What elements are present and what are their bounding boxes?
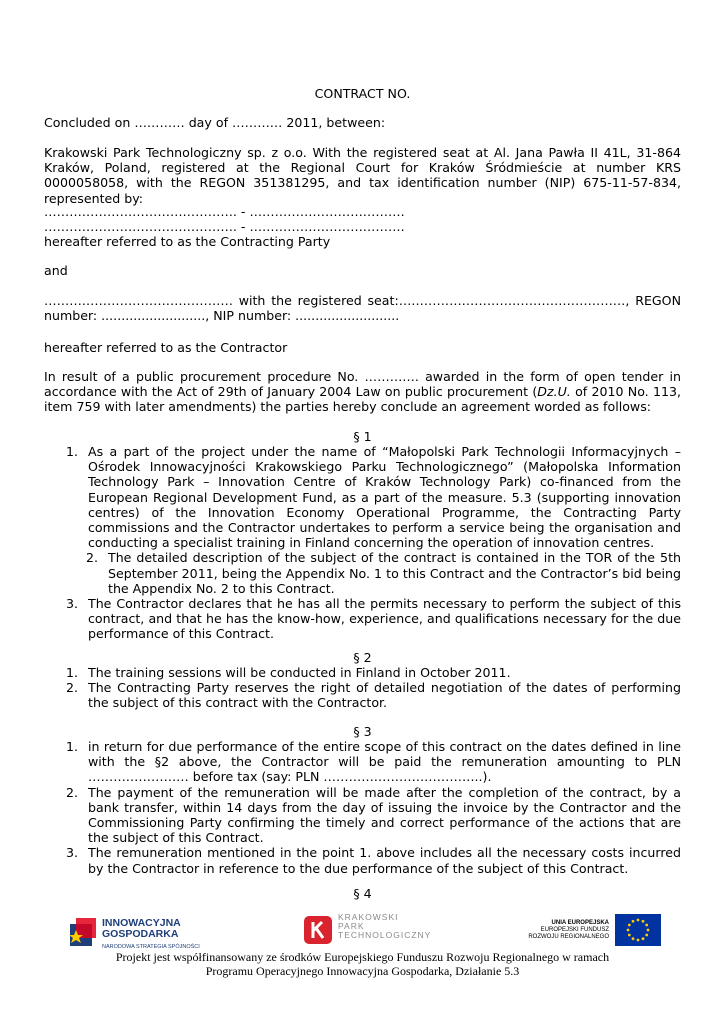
representative-line-2: ………………………………………. - ………………………………. [44, 219, 405, 234]
logo1-sub: NARODOWA STRATEGIA SPÓJNOŚCI [102, 944, 200, 950]
item-text: The remuneration mentioned in the point 1. above includes all the necessary costs incurred by the Contractor in reference to the due performance of the subject of this Contract. [88, 845, 681, 876]
section-2-heading: § 2 [353, 650, 372, 665]
item-number: 2. [66, 680, 79, 696]
logo2-line3: TECHNOLOGICZNY [338, 930, 432, 940]
logo3-line3: ROZWOJU REGIONALNEGO [528, 934, 609, 940]
footer-line-2: Programu Operacyjnego Innowacyjna Gospodarka, Działanie 5.3 [205, 964, 520, 978]
contractor-details: ……………………………………… with the registered seat:………………………………………………, REGON number: .........................., NIP number: .......................... [44, 293, 681, 324]
item-text: The payment of the remuneration will be made after the completion of the contract, by a bank transfer, within 14 days from the day of issuing the invoice by the Contractor and the Commissioning Party confirming the timely and correct performance of the actions that are the subject of this Contract. [88, 784, 681, 846]
intro-text-pre: In result of a public procurement procedure No. …………. awarded in the form of open tender in accordance with the Act of 29th of January 2004 Law on public procurement ( [44, 369, 681, 400]
item-number: 3. [66, 596, 79, 612]
representative-line-1: ………………………………………. - ………………………………. [44, 204, 405, 219]
list-item [44, 550, 681, 596]
item-number: 2. [86, 550, 99, 566]
footer-logos [0, 910, 725, 954]
list-item [44, 596, 681, 642]
footer-line-1: Projekt jest współfinansowany ze środków Europejskiego Funduszu Rozwoju Regionalnego w ramach [115, 950, 610, 964]
section-3-list [44, 739, 681, 876]
contract-title: CONTRACT NO. [314, 86, 411, 101]
item-text: The detailed description of the subject of the contract is contained in the TOR of the 5th September 2011, being the Appendix No. 1 to this Contract and the Contractor’s bid being the Appendix No. 2 to this Contract. [108, 550, 681, 596]
kpt-k-icon [304, 916, 332, 944]
section-1-list [44, 444, 681, 642]
logo1-name-1: INNOWACYJNA [102, 917, 181, 929]
item-text: in return for due performance of the entire scope of this contract on the dates defined in line with the §2 above, the Contractor will be paid the remuneration amounting to PLN …………………… before tax (say: PLN ………………………………..). [88, 739, 681, 785]
innowacyjna-gospodarka-logo [68, 914, 208, 952]
intro-paragraph [44, 369, 681, 415]
logo1-name-2: GOSPODARKA [102, 928, 179, 940]
item-number: 1. [66, 739, 79, 754]
and-text: and [44, 263, 68, 278]
item-text: The training sessions will be conducted in Finland in October 2011. [88, 665, 511, 680]
logo2-line1: KRAKOWSKI [338, 912, 399, 922]
item-number: 3. [66, 845, 79, 861]
section-2-list [44, 665, 681, 711]
contractor-referral: hereafter referred to as the Contractor [44, 340, 288, 355]
list-item [44, 665, 681, 680]
footer-text [0, 950, 725, 978]
item-number: 2. [66, 784, 79, 800]
krakowski-park-technologiczny-logo [304, 910, 444, 952]
section-3-heading: § 3 [353, 724, 372, 739]
section-1-heading: § 1 [353, 429, 372, 444]
star-flag-icon [68, 916, 98, 948]
item-text: The Contractor declares that he has all the permits necessary to perform the subject of this contract, and that he has the know-how, experience, and qualifications necessary for the due performance of this Contract. [88, 596, 681, 642]
contracting-party-referral: hereafter referred to as the Contracting Party [44, 234, 331, 249]
logo2-line2: PARK [338, 921, 365, 931]
eu-flag-icon [615, 914, 661, 946]
list-item [44, 785, 681, 846]
item-number: 1. [66, 444, 79, 459]
intro-text-post: of 2010 No. 113, item 759 with later amendments) the parties hereby conclude an agreement worded as follows: [44, 384, 681, 415]
item-text: The Contracting Party reserves the right of detailed negotiation of the dates of performing the subject of this contract with the Contractor. [88, 680, 681, 711]
item-number: 1. [66, 665, 79, 680]
list-item [44, 444, 681, 550]
eu-fund-logo [525, 914, 665, 950]
eu-text [525, 920, 609, 941]
intro-text-italic: Dz.U. [537, 384, 571, 400]
list-item [44, 845, 681, 875]
party1-paragraph: Krakowski Park Technologiczny sp. z o.o. With the registered seat at Al. Jana Pawła II 41L, 31-864 Kraków, Poland, registered at the Regional Court for Kraków Śródmieście at number KRS 0000058058, with the REGON 351381295, and tax identification number (NIP) 675-11-57-834, represented by: [44, 145, 681, 206]
list-item [44, 680, 681, 710]
item-text: As a part of the project under the name of “Małopolski Park Technologii Informacyjnych – Ośrodek Innowacyjności Krakowskiego Parku Technologicznego” (Małopolska Information Technology Park – Innovation Centre of Kraków Technology Park) co-financed from the European Regional Development Fund, as a part of the measure. 5.3 (supporting innovation centres) of the Innovation Economy Operational Programme, the Contracting Party commissions and the Contractor undertakes to perform a service being the organisation and conducting a specialist training in Finland concerning the operation of innovation centres. [88, 444, 681, 551]
list-item [44, 739, 681, 785]
section-4-heading: § 4 [353, 886, 372, 901]
logo3-line1: UNIA EUROPEJSKA [551, 920, 609, 926]
logo3-line2: EUROPEJSKI FUNDUSZ [540, 927, 609, 933]
concluded-line: Concluded on ………… day of ………… 2011, between: [44, 115, 386, 130]
